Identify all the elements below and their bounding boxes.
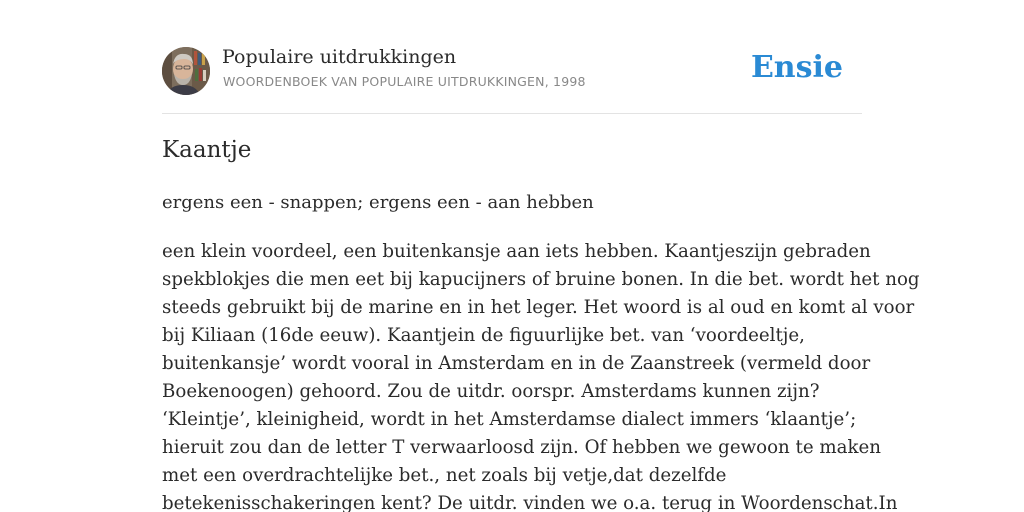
body-line: hieruit zou dan de letter T verwaarloosd zijn. Of hebben we gewoon te maken bbox=[162, 437, 881, 458]
entry-subtitle: ergens een - snappen; ergens een - aan hebben bbox=[162, 192, 594, 213]
divider bbox=[162, 113, 862, 114]
body-line: betekenisschakeringen kent? De uitdr. vinden we o.a. terug in Woordenschat.In bbox=[162, 493, 898, 512]
body-line: een klein voordeel, een buitenkansje aan iets hebben. Kaantjeszijn gebraden bbox=[162, 241, 871, 262]
avatar[interactable] bbox=[162, 47, 210, 95]
source-subtitle: WOORDENBOEK VAN POPULAIRE UITDRUKKINGEN, 1998 bbox=[223, 74, 586, 89]
body-line: bij Kiliaan (16de eeuw). Kaantjein de figuurlijke bet. van ‘voordeeltje, bbox=[162, 325, 805, 346]
body-line: steeds gebruikt bij de marine en in het leger. Het woord is al oud en komt al voor bbox=[162, 297, 915, 318]
source-title[interactable]: Populaire uitdrukkingen bbox=[222, 46, 457, 68]
body-line: buitenkansje’ wordt vooral in Amsterdam en in de Zaanstreek (vermeld door bbox=[162, 353, 871, 374]
body-line: met een overdrachtelijke bet., net zoals bij vetje,dat dezelfde bbox=[162, 465, 727, 486]
body-line: Boekenoogen) gehoord. Zou de uitdr. oorspr. Amsterdams kunnen zijn? bbox=[162, 381, 820, 402]
brand-logo[interactable]: Ensie bbox=[750, 50, 843, 85]
author-portrait-icon bbox=[162, 47, 210, 95]
entry-body bbox=[162, 238, 920, 512]
body-line: spekblokjes die men eet bij kapucijners of bruine bonen. In die bet. wordt het nog bbox=[162, 269, 920, 290]
body-line: ‘Kleintje’, kleinigheid, wordt in het Amsterdamse dialect immers ‘klaantje’; bbox=[162, 409, 857, 430]
source-header bbox=[162, 46, 862, 96]
entry-headword: Kaantje bbox=[162, 137, 252, 163]
